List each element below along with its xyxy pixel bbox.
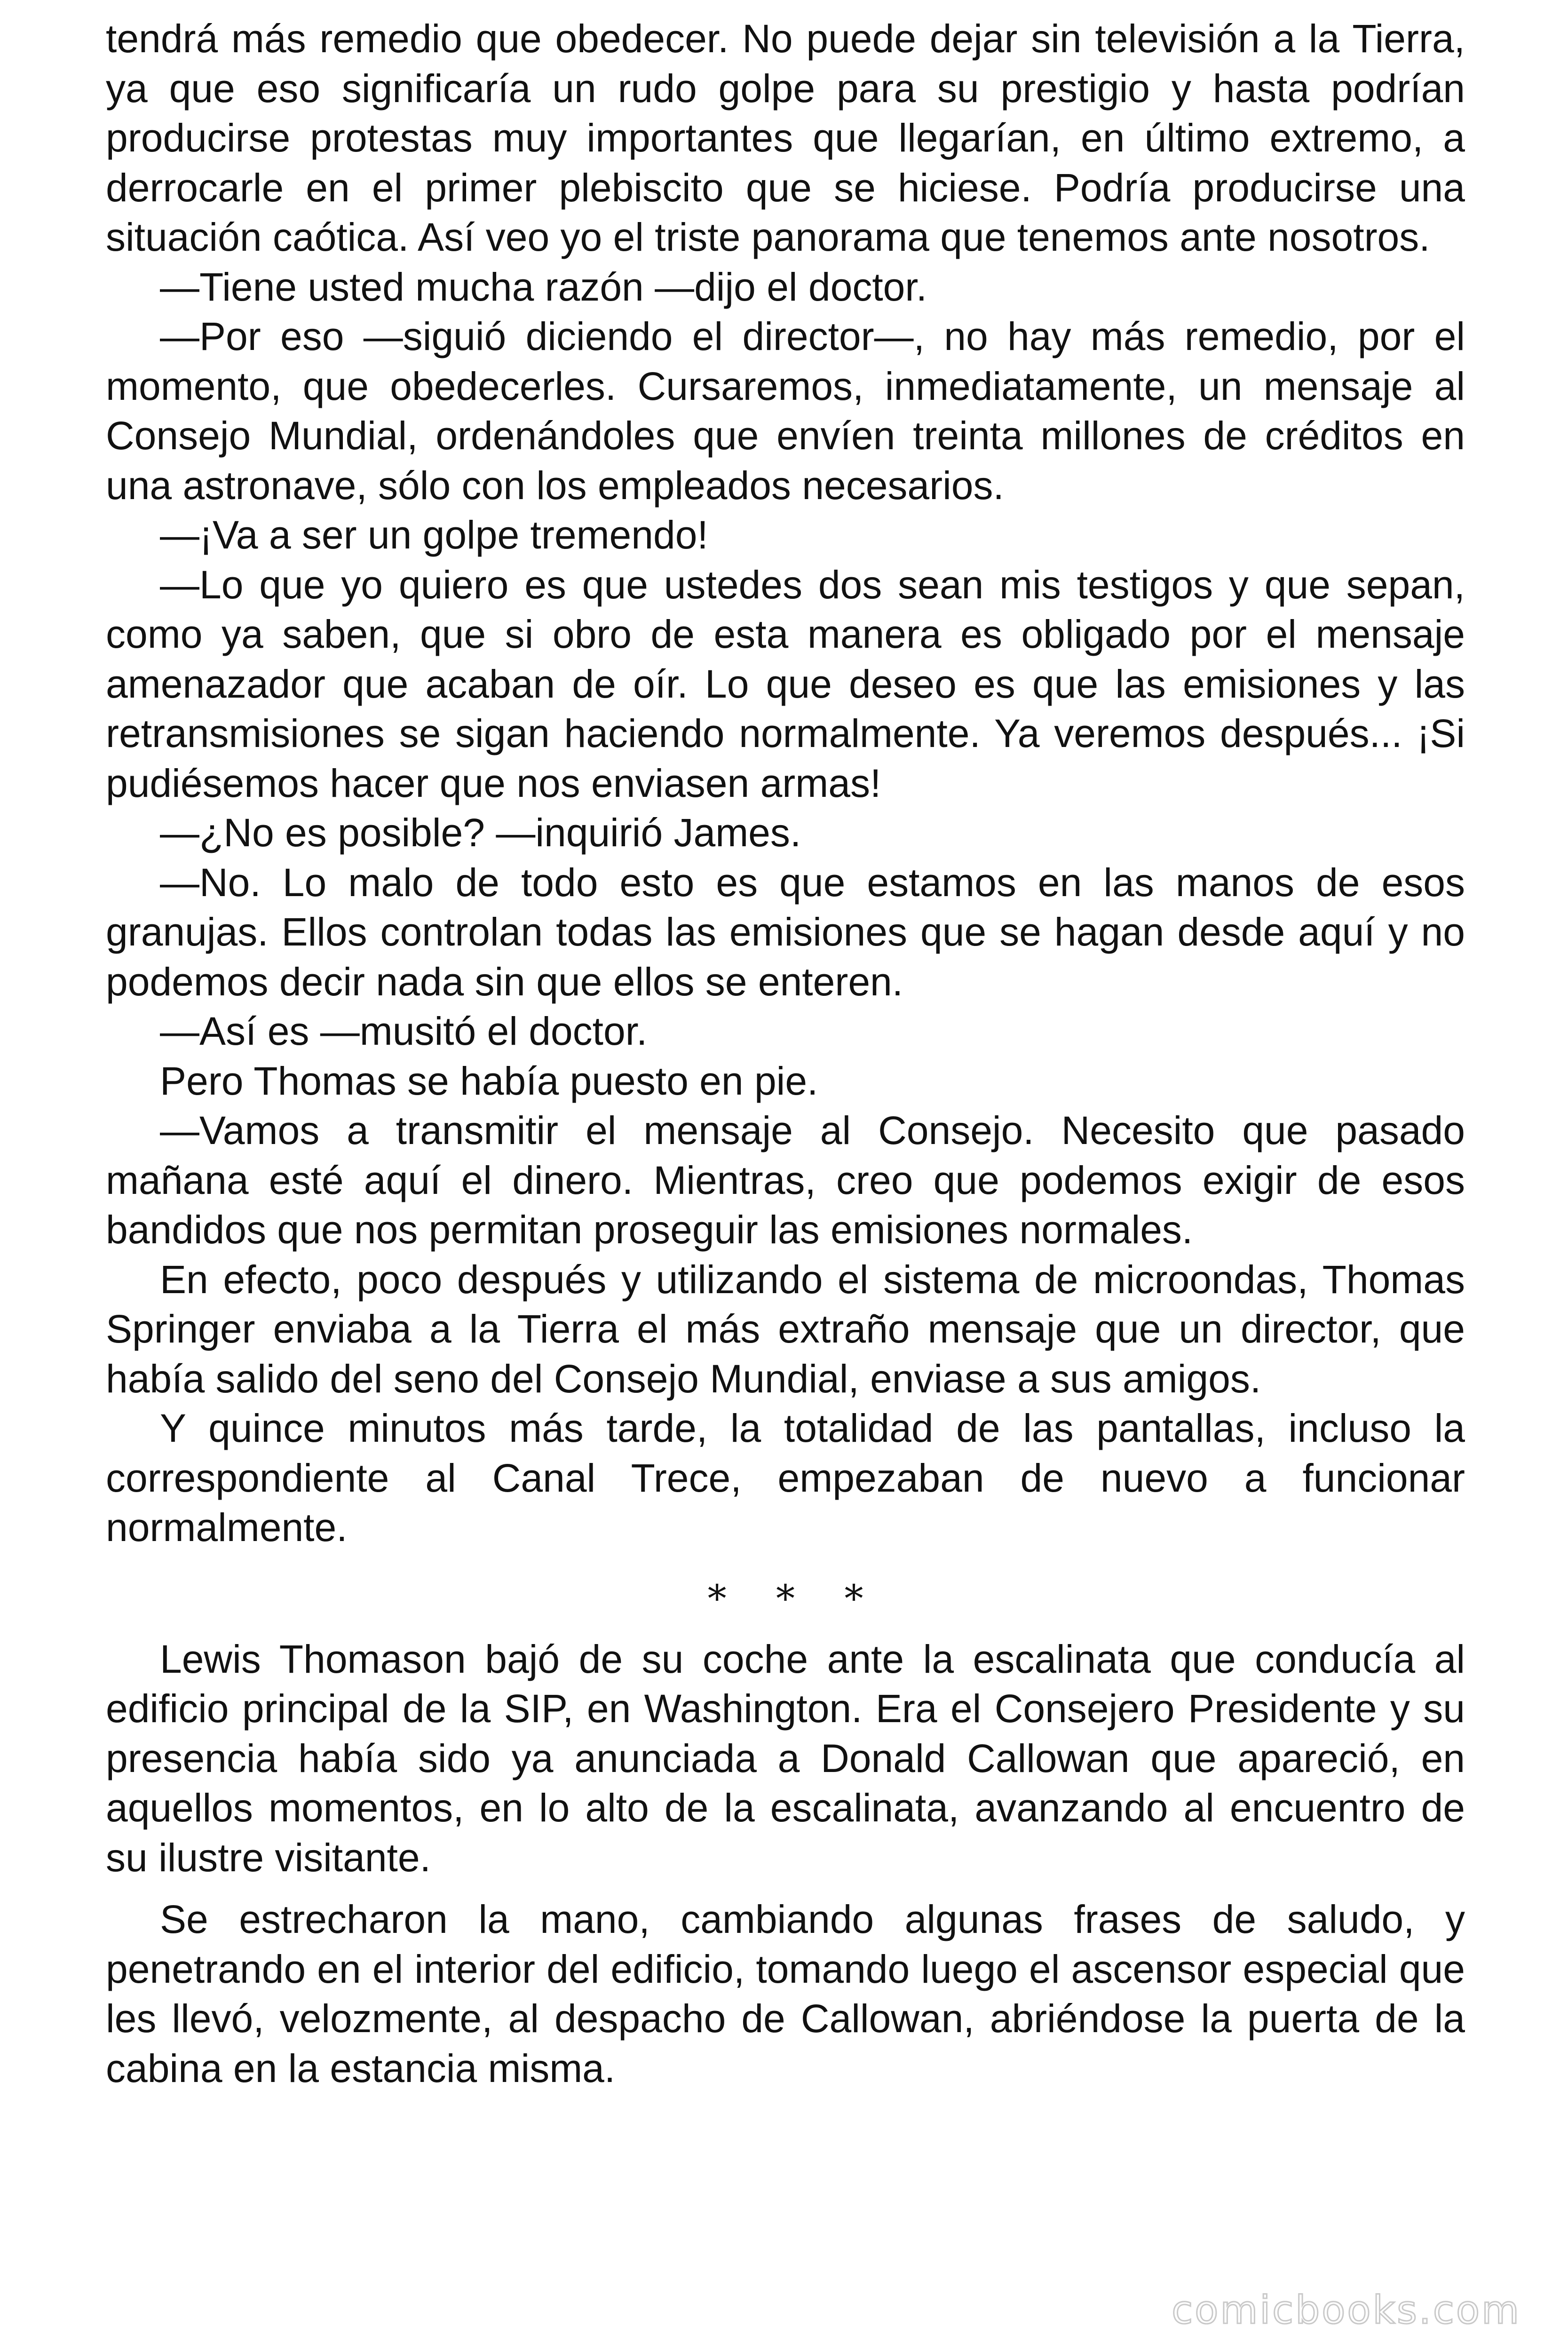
paragraph-10: —Vamos a transmitir el mensaje al Consejo. Necesito que pasado mañana esté aquí el dinero. Mientras, creo que podemos exigir de esos bandidos que nos permitan proseguir las emisiones normales. <box>106 1108 1465 1252</box>
separator-asterisk: * <box>776 1576 795 1621</box>
paragraph-8: —Así es —musitó el doctor. <box>160 1009 648 1053</box>
paragraph-11: En efecto, poco después y utilizando el sistema de microondas, Thomas Springer enviaba a la Tierra el más extraño mensaje que un director, que había salido del seno del Consejo Mundial, enviase a sus amigos. <box>106 1257 1465 1401</box>
paragraph-4: —¡Va a ser un golpe tremendo! <box>160 513 708 557</box>
paragraph-12: Y quince minutos más tarde, la totalidad de las pantallas, incluso la correspondiente al Canal Trece, empezaban de nuevo a funcionar normalmente. <box>106 1406 1465 1549</box>
separator-asterisk: * <box>844 1576 863 1621</box>
paragraph-13: Lewis Thomason bajó de su coche ante la escalinata que conducía al edificio principal de la SIP, en Washington. Era el Consejero Presidente y su presencia había sido ya anunciada a Donald Callowan que apareció, en aquellos momentos, en lo alto de la escalinata, avanzando al encuentro de su ilustre visitante. <box>106 1637 1465 1880</box>
paragraph-1: tendrá más remedio que obedecer. No puede dejar sin televisión a la Tierra, ya que eso significaría un rudo golpe para su prestigio y hasta podrían producirse protestas muy importantes que llegarían, en último extremo, a derrocarle en el primer plebiscito que se hiciese. Podría producirse una situación caótica. Así veo yo el triste panorama que tenemos ante nosotros. <box>106 16 1465 259</box>
section-separator <box>106 1576 1465 1621</box>
paragraph-14: Se estrecharon la mano, cambiando algunas frases de saludo, y penetrando en el interior del edificio, tomando luego el ascensor especial que les llevó, velozmente, al despacho de Callowan, abriéndose la puerta de la cabina en la estancia misma. <box>106 1897 1465 2090</box>
paragraph-3: —Por eso —siguió diciendo el director—, no hay más remedio, por el momento, que obedecerles. Cursaremos, inmediatamente, un mensaje al Consejo Mundial, ordenándoles que envíen treinta millones de créditos en una astronave, sólo con los empleados necesarios. <box>106 314 1465 508</box>
paragraph-2: —Tiene usted mucha razón —dijo el doctor. <box>160 264 927 309</box>
book-page <box>106 14 1465 2093</box>
paragraph-6: —¿No es posible? —inquirió James. <box>160 810 801 855</box>
separator-asterisk: * <box>707 1576 727 1621</box>
paragraph-9: Pero Thomas se había puesto en pie. <box>160 1058 818 1103</box>
paragraph-5: —Lo que yo quiero es que ustedes dos sean mis testigos y que sepan, como ya saben, que si obro de esta manera es obligado por el mensaje amenazador que acaban de oír. Lo que deseo es que las emisiones y las retransmisiones se sigan haciendo normalmente. Ya veremos después... ¡Si pudiésemos hacer que nos enviasen armas! <box>106 562 1465 805</box>
paragraph-7: —No. Lo malo de todo esto es que estamos en las manos de esos granujas. Ellos controlan todas las emisiones que se hagan desde aquí y no podemos decir nada sin que ellos se enteren. <box>106 860 1465 1004</box>
watermark: comicbooks.com <box>1172 2288 1521 2333</box>
